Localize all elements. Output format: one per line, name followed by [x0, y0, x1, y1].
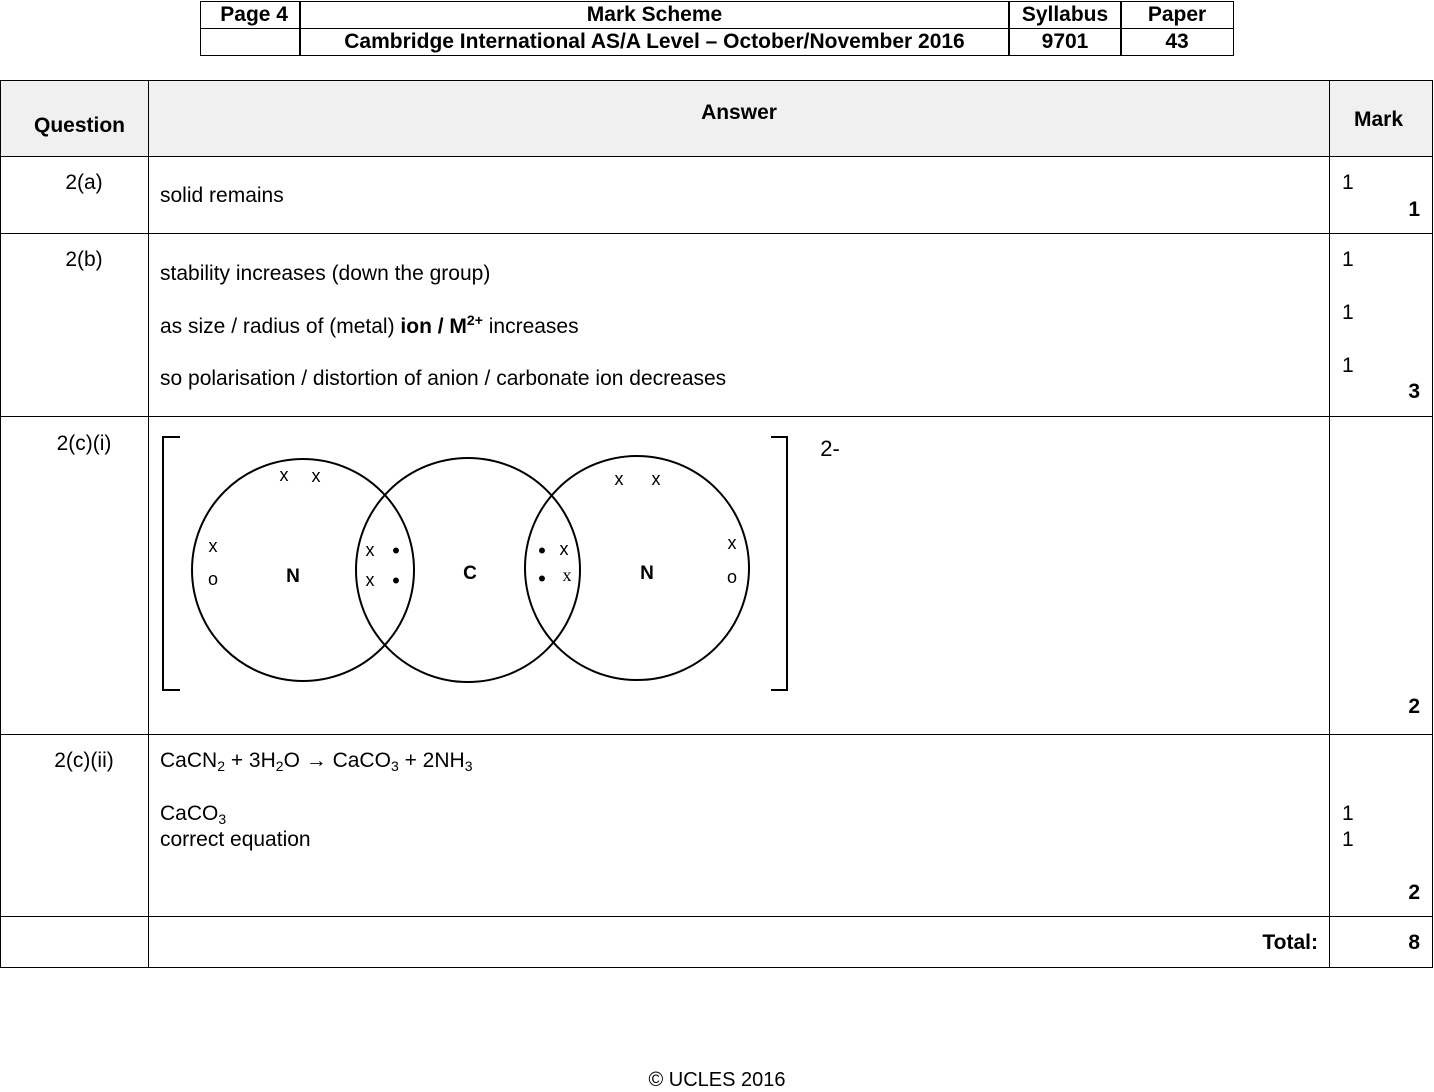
line-mark: 1 — [1342, 802, 1354, 825]
answer-text: correct equation — [160, 828, 311, 851]
electron-circle: o — [207, 569, 219, 589]
question-number: 2(b) — [65, 248, 103, 271]
document-title: Mark Scheme — [299, 1, 1010, 29]
eq-part: + 3H — [224, 749, 276, 772]
chemical-equation — [160, 749, 472, 773]
nitrogen-shell-left — [192, 459, 414, 681]
line-mark: 1 — [1342, 248, 1354, 271]
row-total-mark: 1 — [1408, 198, 1420, 221]
total-value: 8 — [1408, 931, 1420, 954]
ion-charge: 2+ — [466, 312, 483, 328]
electron-cross: x — [559, 539, 569, 559]
question-number: 2(a) — [65, 171, 103, 194]
eq-subscript: 2 — [217, 758, 225, 774]
syllabus-label: Syllabus — [1008, 1, 1122, 29]
electron-cross: x — [279, 465, 289, 485]
question-column-header: Question — [34, 114, 126, 137]
answer-column-header: Answer — [701, 101, 777, 124]
charge-label: 2- — [820, 436, 840, 461]
electron-circle: o — [726, 567, 738, 587]
eq-part: O — [283, 749, 300, 772]
answer-text: solid remains — [160, 184, 284, 207]
question-number: 2(c)(ii) — [54, 749, 114, 772]
line-mark: 1 — [1342, 354, 1354, 377]
electron-cross: x — [614, 469, 624, 489]
line-mark: 1 — [1342, 828, 1354, 851]
answer-text-part: as size / radius of (metal) — [160, 315, 401, 338]
question-number: 2(c)(i) — [56, 432, 112, 455]
product-formula: CaCO — [160, 802, 219, 825]
paper-label: Paper — [1120, 1, 1234, 29]
answer-keyword: ion / M — [400, 315, 467, 338]
row-total-mark: 3 — [1408, 380, 1420, 403]
eq-part: + 2NH — [398, 749, 465, 772]
eq-subscript: 2 — [275, 758, 284, 774]
electron-cross: x — [365, 540, 375, 560]
exam-name: Cambridge International AS/A Level – October/November 2016 — [299, 28, 1010, 56]
electron-cross: x — [311, 466, 321, 486]
reaction-arrow: → — [299, 749, 333, 772]
row-total-mark: 2 — [1408, 881, 1420, 904]
paper-number: 43 — [1120, 28, 1234, 56]
mark-column-header: Mark — [1354, 108, 1404, 131]
nitrogen-shell-right — [525, 456, 749, 680]
line-mark: 1 — [1342, 171, 1354, 194]
syllabus-code: 9701 — [1008, 28, 1122, 56]
electron-cross: x — [208, 536, 218, 556]
atom-symbol-n: N — [640, 563, 654, 584]
answer-text: stability increases (down the group) — [160, 262, 491, 285]
total-label: Total: — [1262, 931, 1318, 954]
electron-cross: x — [651, 469, 661, 489]
electron-dot: • — [392, 568, 400, 593]
eq-part: CaCN — [160, 749, 218, 772]
atom-symbol-n: N — [286, 566, 300, 587]
eq-subscript: 3 — [464, 758, 473, 774]
eq-subscript: 3 — [218, 811, 227, 827]
electron-cross: x — [727, 533, 737, 553]
answer-text — [160, 802, 226, 826]
answer-text-part: increases — [482, 315, 579, 338]
row-total-mark: 2 — [1408, 695, 1420, 718]
electron-dot: • — [538, 538, 546, 563]
copyright-footer: © UCLES 2016 — [648, 1069, 786, 1091]
electron-dot: • — [392, 538, 400, 563]
eq-subscript: 3 — [390, 758, 399, 774]
answer-text: so polarisation / distortion of anion / carbonate ion decreases — [160, 367, 727, 390]
eq-part: CaCO — [332, 749, 391, 772]
electron-cross: x — [365, 570, 375, 590]
line-mark: 1 — [1342, 301, 1354, 324]
electron-cross: x — [562, 565, 572, 585]
page-number: Page 4 — [200, 1, 301, 29]
electron-dot: • — [538, 566, 546, 591]
right-bracket — [771, 437, 787, 690]
left-bracket — [163, 437, 180, 690]
atom-symbol-c: C — [463, 563, 477, 584]
